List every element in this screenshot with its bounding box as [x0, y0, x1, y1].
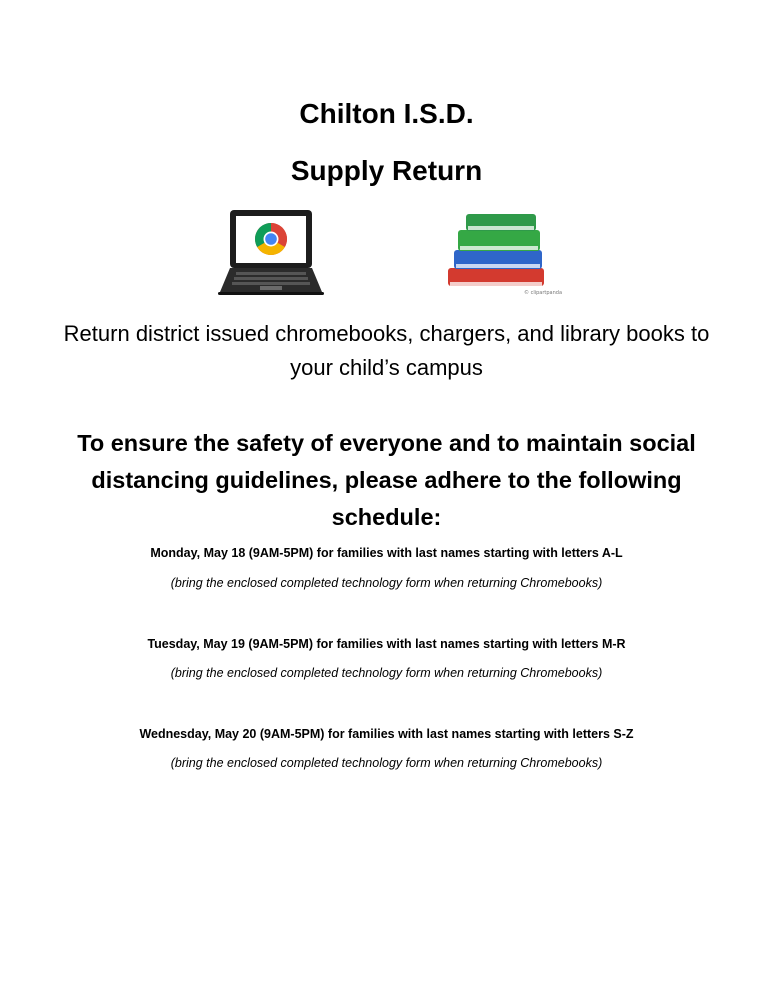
- schedule-item-wednesday: Wednesday, May 20 (9AM-5PM) for families with last names starting with letters S-Z: [139, 727, 634, 741]
- intro-text: Return district issued chromebooks, chargers, and library books to your child’s campus: [63, 321, 710, 380]
- document-subtitle: Supply Return: [290, 155, 483, 186]
- books-icon: [440, 212, 563, 296]
- books-caption: © clipartpanda: [524, 290, 563, 296]
- laptop-icon: [218, 208, 324, 296]
- schedule-note: (bring the enclosed completed technology form when returning Chromebooks): [170, 666, 603, 680]
- schedule-note: (bring the enclosed completed technology form when returning Chromebooks): [170, 756, 603, 770]
- document-title: Chilton I.S.D.: [299, 98, 474, 129]
- schedule-item-monday: Monday, May 18 (9AM-5PM) for families with last names starting with letters A-L: [150, 546, 623, 560]
- notice-text: To ensure the safety of everyone and to maintain social distancing guidelines, please adhere to the following schedule:: [77, 430, 696, 530]
- schedule-note: (bring the enclosed completed technology form when returning Chromebooks): [170, 576, 603, 590]
- schedule-item-tuesday: Tuesday, May 19 (9AM-5PM) for families with last names starting with letters M-R: [147, 637, 626, 651]
